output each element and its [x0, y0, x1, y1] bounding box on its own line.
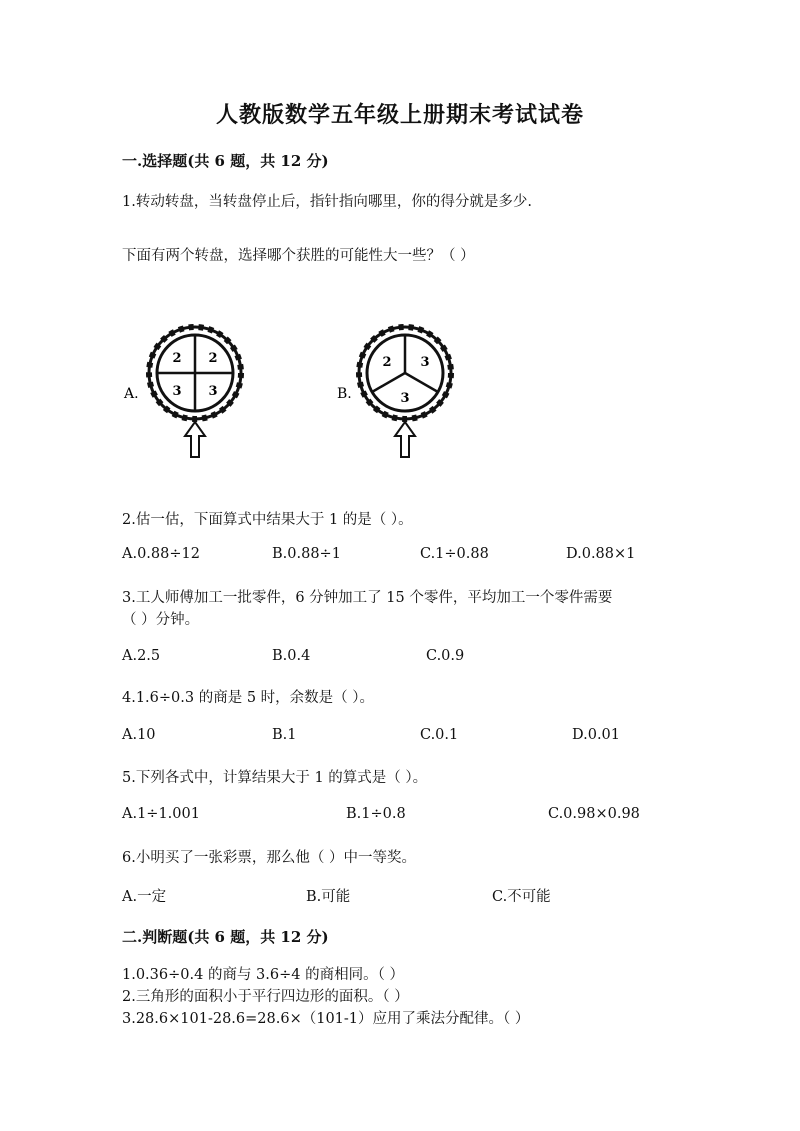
spinner-a-label: A.	[124, 386, 139, 402]
question-4-option-c[interactable]: C.0.1	[420, 727, 459, 743]
spinner-b-sector-1: 2	[382, 355, 392, 370]
question-6-stem: 6.小明买了一张彩票，那么他（ ）中一等奖。	[122, 850, 416, 866]
question-3-option-a[interactable]: A.2.5	[122, 648, 161, 664]
page-title: 人教版数学五年级上册期末考试试卷	[215, 102, 584, 128]
question-3-option-b[interactable]: B.0.4	[272, 648, 311, 664]
question-5-option-a[interactable]: A.1÷1.001	[122, 806, 200, 822]
question-3-stem-line-1: 3.工人师傅加工一批零件，6 分钟加工了 15 个零件，平均加工一个零件需要	[122, 590, 613, 606]
question-4-option-b[interactable]: B.1	[272, 727, 297, 743]
spinner-a-sector-2: 2	[208, 351, 218, 366]
question-5-option-b[interactable]: B.1÷0.8	[346, 806, 406, 822]
spinner-a-figure	[120, 318, 330, 463]
question-3-option-c[interactable]: C.0.9	[426, 648, 465, 664]
spinner-b-sector-2: 3	[420, 355, 430, 370]
spinner-b-label: B.	[337, 386, 352, 402]
question-3-stem-line-2: （ ）分钟。	[122, 612, 200, 628]
question-2-option-c[interactable]: C.1÷0.88	[420, 546, 489, 562]
question-2-stem: 2.估一估，下面算式中结果大于 1 的是（ ）。	[122, 512, 413, 528]
question-6-option-b[interactable]: B.可能	[306, 889, 351, 905]
question-5-stem: 5.下列各式中，计算结果大于 1 的算式是（ ）。	[122, 770, 428, 786]
judgment-item-2: 2.三角形的面积小于平行四边形的面积。（ ）	[122, 989, 409, 1005]
question-1-line-1: 1.转动转盘，当转盘停止后，指针指向哪里，你的得分就是多少.	[122, 194, 532, 210]
question-4-stem: 4.1.6÷0.3 的商是 5 时，余数是（ ）。	[122, 690, 375, 706]
spinner-b-figure	[330, 318, 540, 463]
spinner-b-wheel	[359, 327, 451, 419]
judgment-item-1: 1.0.36÷0.4 的商与 3.6÷4 的商相同。（ ）	[122, 967, 404, 983]
question-2-option-d[interactable]: D.0.88×1	[566, 546, 636, 562]
spinner-a-sector-3: 3	[172, 384, 182, 399]
question-4-option-d[interactable]: D.0.01	[572, 727, 621, 743]
pointer-arrow-b-icon	[395, 422, 415, 457]
spinner-a-sector-4: 3	[208, 384, 218, 399]
section-2-heading: 二.判断题(共 6 题，共 12 分)	[122, 928, 329, 946]
spinner-a-wheel	[149, 327, 241, 419]
question-1-line-2: 下面有两个转盘，选择哪个获胜的可能性大一些？（ ）	[122, 248, 475, 264]
question-4-option-a[interactable]: A.10	[122, 727, 156, 743]
pointer-arrow-a-icon	[185, 422, 205, 457]
judgment-item-3: 3.28.6×101-28.6=28.6×（101-1）应用了乘法分配律。（ ）	[122, 1011, 530, 1027]
section-1-heading: 一.选择题(共 6 题，共 12 分)	[122, 152, 329, 170]
question-2-option-b[interactable]: B.0.88÷1	[272, 546, 341, 562]
spinner-a-sector-1: 2	[172, 351, 182, 366]
question-6-option-c[interactable]: C.不可能	[492, 889, 551, 905]
question-5-option-c[interactable]: C.0.98×0.98	[548, 806, 640, 822]
question-2-option-a[interactable]: A.0.88÷12	[122, 546, 200, 562]
question-6-option-a[interactable]: A.一定	[122, 889, 167, 905]
spinner-b-sector-3: 3	[400, 391, 410, 406]
